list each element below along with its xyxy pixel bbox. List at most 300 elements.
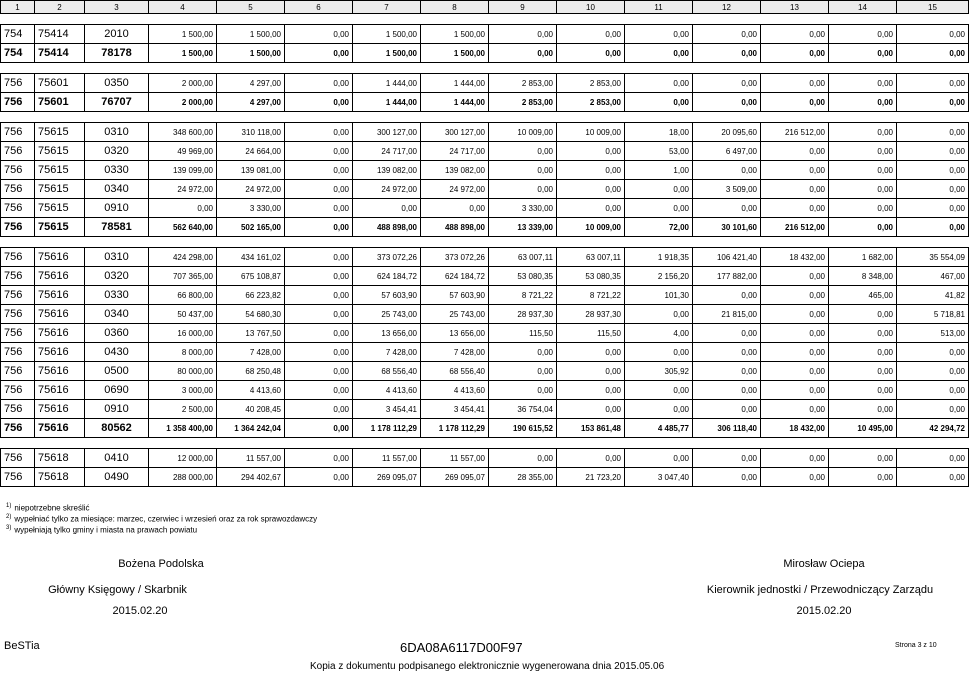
table-cell: 4 413,60: [353, 381, 421, 400]
table-cell: 49 969,00: [149, 142, 217, 161]
table-cell: 75618: [35, 468, 85, 487]
table-cell: 75618: [35, 449, 85, 468]
table-row: [1, 180, 969, 199]
table-cell: 139 081,00: [217, 161, 285, 180]
table-cell: 0,00: [897, 44, 969, 63]
table-cell: 10 009,00: [557, 123, 625, 142]
table-cell: 0,00: [625, 74, 693, 93]
table-cell: 0,00: [897, 400, 969, 419]
table-cell: 75615: [35, 218, 85, 237]
table-cell: 0,00: [761, 381, 829, 400]
table-cell: 0,00: [489, 381, 557, 400]
table-cell: 0,00: [761, 161, 829, 180]
table-cell: 8 348,00: [829, 267, 897, 286]
table-cell: 756: [1, 419, 35, 438]
table-cell: 0,00: [693, 381, 761, 400]
table-cell: 0,00: [693, 324, 761, 343]
table-cell: 4 485,77: [625, 419, 693, 438]
table-cell: 0,00: [693, 93, 761, 112]
table-row: [1, 267, 969, 286]
table-cell: 139 099,00: [149, 161, 217, 180]
table-row: [1, 248, 969, 267]
table-cell: 756: [1, 180, 35, 199]
table-cell: 0,00: [761, 362, 829, 381]
table-cell: 0,00: [693, 400, 761, 419]
table-cell: 1 444,00: [421, 93, 489, 112]
table-cell: 0,00: [489, 142, 557, 161]
table-cell: 0,00: [897, 468, 969, 487]
table-cell: 0,00: [761, 25, 829, 44]
table-cell: 0500: [85, 362, 149, 381]
table-cell: 756: [1, 381, 35, 400]
table-cell: 0410: [85, 449, 149, 468]
table-cell: 269 095,07: [353, 468, 421, 487]
table-cell: 1 500,00: [353, 25, 421, 44]
table-cell: 0,00: [829, 25, 897, 44]
table-cell: 0690: [85, 381, 149, 400]
table-cell: 300 127,00: [421, 123, 489, 142]
subtotal-row: [1, 419, 969, 438]
footnote-text: niepotrzebne skreślić: [14, 503, 90, 513]
table-cell: 75615: [35, 161, 85, 180]
group-separator: [1, 237, 969, 248]
table-cell: 756: [1, 286, 35, 305]
table-cell: 36 754,04: [489, 400, 557, 419]
table-cell: 0,00: [897, 362, 969, 381]
footnote-mark: 2): [6, 514, 12, 520]
table-cell: 0,00: [285, 343, 353, 362]
table-cell: 756: [1, 123, 35, 142]
table-cell: 216 512,00: [761, 218, 829, 237]
table-cell: 115,50: [489, 324, 557, 343]
table-cell: 75601: [35, 93, 85, 112]
table-cell: 1 500,00: [149, 25, 217, 44]
table-cell: 0,00: [761, 199, 829, 218]
table-cell: 0,00: [285, 218, 353, 237]
table-cell: 30 101,60: [693, 218, 761, 237]
table-cell: 0,00: [761, 180, 829, 199]
table-cell: 75616: [35, 362, 85, 381]
footnote-text: wypełniać tylko za miesiące: marzec, czerwiec i wrzesień oraz za rok sprawozdawczy: [14, 514, 318, 524]
table-cell: 0,00: [557, 362, 625, 381]
table-cell: 0,00: [693, 362, 761, 381]
table-cell: 0,00: [761, 44, 829, 63]
report-table-body: [1, 1, 969, 487]
table-cell: 0,00: [285, 199, 353, 218]
table-cell: 3 509,00: [693, 180, 761, 199]
table-cell: 10 009,00: [557, 218, 625, 237]
table-cell: 101,30: [625, 286, 693, 305]
table-cell: 0,00: [625, 449, 693, 468]
table-cell: 0,00: [829, 324, 897, 343]
table-cell: 0,00: [285, 324, 353, 343]
table-cell: 0,00: [625, 44, 693, 63]
header-cell: 9: [489, 1, 557, 14]
table-cell: 63 007,11: [557, 248, 625, 267]
table-cell: 80562: [85, 419, 149, 438]
table-cell: 0,00: [829, 44, 897, 63]
table-cell: 756: [1, 400, 35, 419]
table-cell: 707 365,00: [149, 267, 217, 286]
table-cell: 21 723,20: [557, 468, 625, 487]
table-cell: 0,00: [489, 180, 557, 199]
table-cell: 3 454,41: [421, 400, 489, 419]
group-separator: [1, 112, 969, 123]
table-cell: 24 972,00: [217, 180, 285, 199]
table-cell: 0,00: [693, 343, 761, 362]
table-cell: 190 615,52: [489, 419, 557, 438]
table-cell: 7 428,00: [353, 343, 421, 362]
table-cell: 754: [1, 25, 35, 44]
table-cell: 1 682,00: [829, 248, 897, 267]
table-cell: 12 000,00: [149, 449, 217, 468]
table-cell: 1 500,00: [353, 44, 421, 63]
table-cell: 0340: [85, 180, 149, 199]
left-signature-date: 2015.02.20: [112, 605, 168, 617]
table-cell: 754: [1, 44, 35, 63]
header-cell: 3: [85, 1, 149, 14]
table-row: [1, 343, 969, 362]
table-cell: 1 500,00: [421, 44, 489, 63]
table-cell: 0,00: [489, 362, 557, 381]
table-row: [1, 199, 969, 218]
table-cell: 28 937,30: [557, 305, 625, 324]
table-cell: 0,00: [829, 362, 897, 381]
table-cell: 0,00: [557, 180, 625, 199]
table-cell: 0430: [85, 343, 149, 362]
table-cell: 0,00: [829, 199, 897, 218]
table-cell: 0,00: [829, 305, 897, 324]
table-cell: 0,00: [829, 161, 897, 180]
table-cell: 216 512,00: [761, 123, 829, 142]
table-cell: 13 339,00: [489, 218, 557, 237]
table-cell: 0910: [85, 400, 149, 419]
table-cell: 0350: [85, 74, 149, 93]
table-cell: 57 603,90: [353, 286, 421, 305]
table-cell: 0340: [85, 305, 149, 324]
table-cell: 1 500,00: [217, 44, 285, 63]
table-cell: 40 208,45: [217, 400, 285, 419]
table-cell: 0,00: [897, 93, 969, 112]
table-cell: 1 444,00: [353, 74, 421, 93]
table-cell: 3 330,00: [217, 199, 285, 218]
table-cell: 0,00: [489, 25, 557, 44]
table-cell: 78178: [85, 44, 149, 63]
table-cell: 0,00: [761, 142, 829, 161]
table-cell: 624 184,72: [353, 267, 421, 286]
table-cell: 68 556,40: [353, 362, 421, 381]
table-cell: 0,00: [285, 74, 353, 93]
table-cell: 0,00: [285, 25, 353, 44]
table-cell: 21 815,00: [693, 305, 761, 324]
table-cell: 488 898,00: [421, 218, 489, 237]
table-cell: 4 297,00: [217, 93, 285, 112]
table-cell: 0,00: [625, 400, 693, 419]
table-cell: 0,00: [761, 305, 829, 324]
table-cell: 0,00: [285, 93, 353, 112]
table-cell: 0,00: [897, 218, 969, 237]
table-cell: 25 743,00: [421, 305, 489, 324]
table-cell: 0,00: [625, 381, 693, 400]
table-cell: 0,00: [285, 305, 353, 324]
table-cell: 2 156,20: [625, 267, 693, 286]
table-cell: 0,00: [897, 381, 969, 400]
footer-page-number: Strona 3 z 10: [895, 642, 937, 649]
table-cell: 0,00: [897, 180, 969, 199]
table-cell: 2 000,00: [149, 74, 217, 93]
table-cell: 0,00: [829, 123, 897, 142]
table-cell: 2 853,00: [489, 93, 557, 112]
table-cell: 0,00: [489, 44, 557, 63]
table-row: [1, 449, 969, 468]
table-cell: 1 500,00: [217, 25, 285, 44]
table-cell: 0,00: [285, 142, 353, 161]
table-cell: 41,82: [897, 286, 969, 305]
left-signature-role: Główny Księgowy / Skarbnik: [48, 584, 187, 596]
table-cell: 0,00: [761, 286, 829, 305]
table-cell: 0,00: [489, 343, 557, 362]
table-cell: 7 428,00: [421, 343, 489, 362]
table-cell: 756: [1, 74, 35, 93]
table-cell: 0,00: [285, 180, 353, 199]
table-cell: 2 853,00: [489, 74, 557, 93]
table-cell: 24 972,00: [149, 180, 217, 199]
table-cell: 0,00: [557, 25, 625, 44]
table-cell: 75616: [35, 419, 85, 438]
table-cell: 675 108,87: [217, 267, 285, 286]
footer-document-code: 6DA08A6117D00F97: [400, 640, 523, 655]
table-cell: 72,00: [625, 218, 693, 237]
table-cell: 0360: [85, 324, 149, 343]
table-row: [1, 305, 969, 324]
table-cell: 0,00: [761, 74, 829, 93]
table-cell: 115,50: [557, 324, 625, 343]
table-cell: 0,00: [693, 74, 761, 93]
header-cell: 7: [353, 1, 421, 14]
table-cell: 0910: [85, 199, 149, 218]
table-cell: 756: [1, 93, 35, 112]
table-cell: 465,00: [829, 286, 897, 305]
table-row: [1, 381, 969, 400]
table-cell: 624 184,72: [421, 267, 489, 286]
table-cell: 288 000,00: [149, 468, 217, 487]
table-cell: 1 178 112,29: [353, 419, 421, 438]
table-cell: 0,00: [897, 343, 969, 362]
table-cell: 488 898,00: [353, 218, 421, 237]
table-cell: 756: [1, 468, 35, 487]
table-cell: 2 000,00: [149, 93, 217, 112]
table-cell: 6 497,00: [693, 142, 761, 161]
table-cell: 0,00: [829, 343, 897, 362]
table-cell: 8 000,00: [149, 343, 217, 362]
table-cell: 0,00: [489, 161, 557, 180]
table-cell: 53 080,35: [489, 267, 557, 286]
group-separator: [1, 14, 969, 25]
table-cell: 0,00: [489, 449, 557, 468]
table-cell: 269 095,07: [421, 468, 489, 487]
table-cell: 0,00: [829, 74, 897, 93]
table-cell: 78581: [85, 218, 149, 237]
separator-cell: [1, 14, 969, 25]
table-cell: 106 421,40: [693, 248, 761, 267]
table-row: [1, 286, 969, 305]
table-cell: 75616: [35, 324, 85, 343]
header-cell: 13: [761, 1, 829, 14]
table-cell: 0,00: [285, 400, 353, 419]
header-cell: 2: [35, 1, 85, 14]
table-cell: 4,00: [625, 324, 693, 343]
table-cell: 0,00: [761, 93, 829, 112]
table-cell: 306 118,40: [693, 419, 761, 438]
table-cell: 305,92: [625, 362, 693, 381]
table-cell: 0,00: [829, 142, 897, 161]
table-cell: 0,00: [625, 93, 693, 112]
table-cell: 1 178 112,29: [421, 419, 489, 438]
table-cell: 0330: [85, 286, 149, 305]
table-cell: 0,00: [625, 199, 693, 218]
table-cell: 434 161,02: [217, 248, 285, 267]
table-row: [1, 74, 969, 93]
header-cell: 14: [829, 1, 897, 14]
table-cell: 5 718,81: [897, 305, 969, 324]
table-cell: 75414: [35, 44, 85, 63]
table-cell: 68 556,40: [421, 362, 489, 381]
table-cell: 756: [1, 343, 35, 362]
table-cell: 0,00: [693, 286, 761, 305]
table-cell: 0,00: [625, 305, 693, 324]
table-cell: 139 082,00: [353, 161, 421, 180]
table-cell: 75616: [35, 286, 85, 305]
table-cell: 756: [1, 267, 35, 286]
table-cell: 0,00: [149, 199, 217, 218]
table-cell: 0,00: [693, 161, 761, 180]
subtotal-row: [1, 218, 969, 237]
table-cell: 756: [1, 199, 35, 218]
table-cell: 0,00: [557, 400, 625, 419]
table-cell: 75601: [35, 74, 85, 93]
table-cell: 28 355,00: [489, 468, 557, 487]
footnote-text: wypełniają tylko gminy i miasta na prawach powiatu: [14, 525, 198, 535]
table-cell: 0,00: [625, 25, 693, 44]
footnote: [6, 503, 90, 513]
separator-cell: [1, 237, 969, 248]
table-cell: 0,00: [897, 25, 969, 44]
table-cell: 10 009,00: [489, 123, 557, 142]
table-cell: 0,00: [557, 449, 625, 468]
table-cell: 11 557,00: [421, 449, 489, 468]
table-cell: 177 882,00: [693, 267, 761, 286]
table-cell: 0,00: [353, 199, 421, 218]
header-cell: 1: [1, 1, 35, 14]
table-cell: 0320: [85, 267, 149, 286]
footnote-mark: 1): [6, 503, 12, 509]
table-cell: 0,00: [829, 93, 897, 112]
table-row: [1, 25, 969, 44]
table-cell: 75616: [35, 381, 85, 400]
table-cell: 57 603,90: [421, 286, 489, 305]
table-cell: 16 000,00: [149, 324, 217, 343]
table-cell: 3 454,41: [353, 400, 421, 419]
subtotal-row: [1, 93, 969, 112]
table-cell: 3 000,00: [149, 381, 217, 400]
left-signature-name: Bożena Podolska: [118, 558, 204, 570]
table-cell: 0,00: [625, 180, 693, 199]
table-cell: 0,00: [829, 400, 897, 419]
table-cell: 1 918,35: [625, 248, 693, 267]
table-cell: 0,00: [829, 381, 897, 400]
table-cell: 0,00: [761, 468, 829, 487]
table-cell: 8 721,22: [489, 286, 557, 305]
table-cell: 0,00: [285, 123, 353, 142]
table-cell: 80 000,00: [149, 362, 217, 381]
table-cell: 20 095,60: [693, 123, 761, 142]
separator-cell: [1, 63, 969, 74]
subtotal-row: [1, 44, 969, 63]
table-cell: 467,00: [897, 267, 969, 286]
table-cell: 1 500,00: [421, 25, 489, 44]
table-cell: 68 250,48: [217, 362, 285, 381]
table-cell: 0,00: [285, 381, 353, 400]
table-cell: 756: [1, 161, 35, 180]
table-cell: 0,00: [285, 248, 353, 267]
table-cell: 75615: [35, 199, 85, 218]
table-cell: 0,00: [897, 142, 969, 161]
right-signature-name: Mirosław Ociepa: [783, 558, 865, 570]
header-cell: 5: [217, 1, 285, 14]
table-cell: 75615: [35, 180, 85, 199]
header-cell: 12: [693, 1, 761, 14]
table-cell: 13 656,00: [421, 324, 489, 343]
table-cell: 66 223,82: [217, 286, 285, 305]
table-cell: 0,00: [285, 362, 353, 381]
table-cell: 0,00: [829, 449, 897, 468]
table-cell: 0,00: [761, 400, 829, 419]
table-cell: 1 500,00: [149, 44, 217, 63]
table-cell: 75615: [35, 123, 85, 142]
table-cell: 42 294,72: [897, 419, 969, 438]
table-cell: 24 972,00: [421, 180, 489, 199]
right-signature-date: 2015.02.20: [796, 605, 852, 617]
table-cell: 300 127,00: [353, 123, 421, 142]
table-cell: 0,00: [557, 199, 625, 218]
header-cell: 6: [285, 1, 353, 14]
table-cell: 0310: [85, 248, 149, 267]
table-cell: 153 861,48: [557, 419, 625, 438]
table-cell: 562 640,00: [149, 218, 217, 237]
table-cell: 348 600,00: [149, 123, 217, 142]
table-cell: 0320: [85, 142, 149, 161]
table-cell: 1,00: [625, 161, 693, 180]
table-cell: 0,00: [285, 286, 353, 305]
table-cell: 0,00: [761, 343, 829, 362]
table-cell: 76707: [85, 93, 149, 112]
footnote-mark: 3): [6, 525, 12, 531]
table-cell: 373 072,26: [421, 248, 489, 267]
table-cell: 75616: [35, 343, 85, 362]
table-cell: 0,00: [693, 449, 761, 468]
table-cell: 2 500,00: [149, 400, 217, 419]
table-cell: 0,00: [897, 199, 969, 218]
footer-copy-note: Kopia z dokumentu podpisanego elektronicznie wygenerowana dnia 2015.05.06: [310, 661, 665, 672]
table-cell: 3 330,00: [489, 199, 557, 218]
table-cell: 1 358 400,00: [149, 419, 217, 438]
table-cell: 63 007,11: [489, 248, 557, 267]
footer-app-name: BeSTia: [4, 640, 40, 652]
table-cell: 66 800,00: [149, 286, 217, 305]
table-cell: 0,00: [897, 449, 969, 468]
table-cell: 8 721,22: [557, 286, 625, 305]
table-cell: 18 432,00: [761, 248, 829, 267]
